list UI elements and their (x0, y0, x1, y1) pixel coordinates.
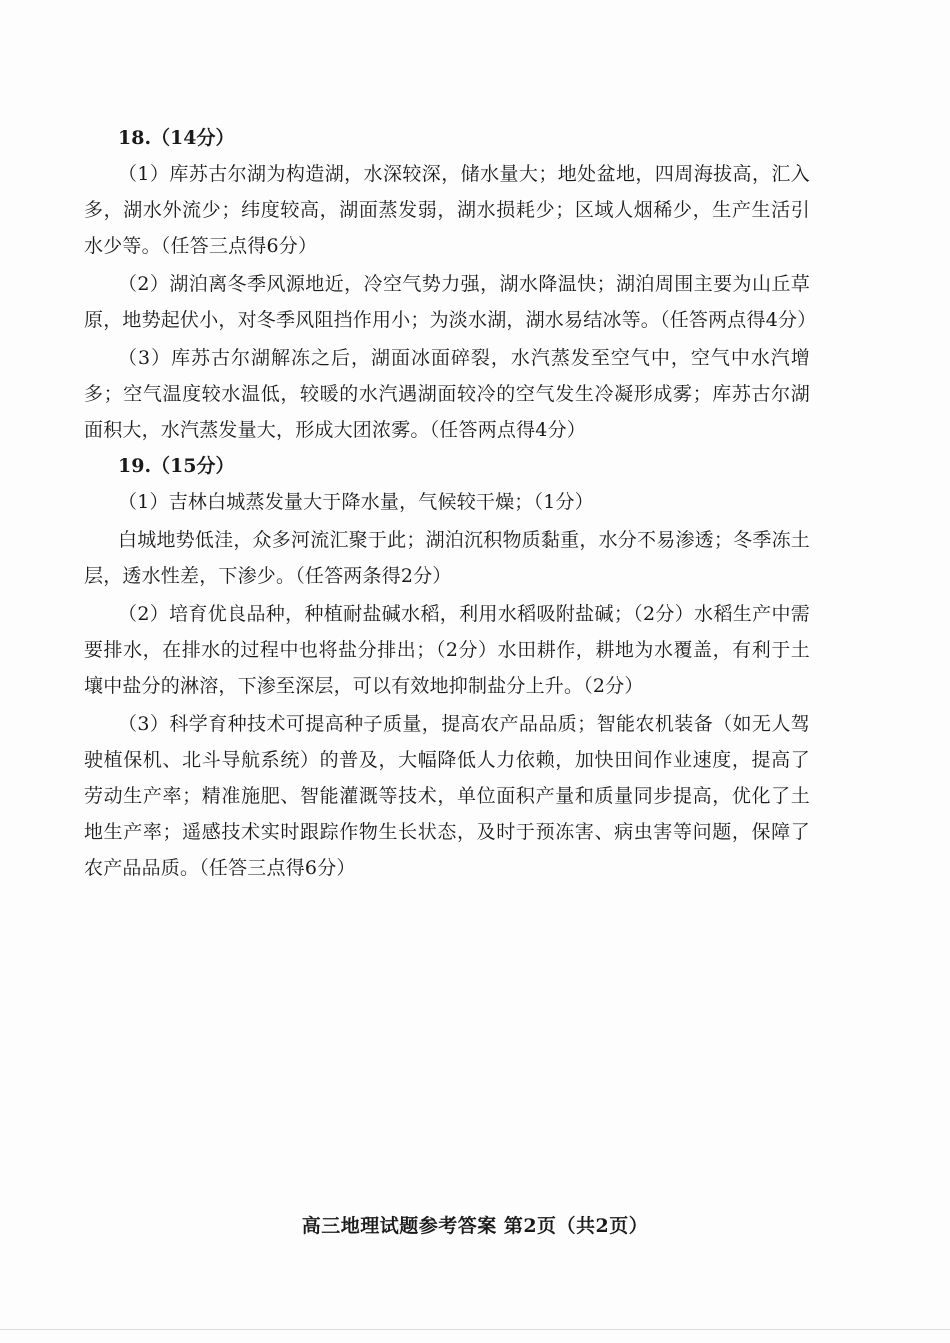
page-footer: 高三地理试题参考答案 第2页（共2页） (301, 1215, 649, 1237)
answer-content (84, 120, 817, 886)
q18-answer-3: （3）库苏古尔湖解冻之后，湖面冰面碎裂，水汽蒸发至空气中，空气中水汽增多；空气温度较水温低，较暖的水汽遇湖面较冷的空气发生冷凝形成雾；库苏古尔湖面积大，水汽蒸发量大，形成大团浓雾。（任答两点得4分） (84, 347, 810, 441)
q18-answer-1: （1）库苏古尔湖为构造湖，水深较深，储水量大；地处盆地，四周海拔高，汇入多，湖水外流少；纬度较高，湖面蒸发弱，湖水损耗少；区域人烟稀少，生产生活引水少等。（任答三点得6分） (84, 163, 810, 257)
q19-answer-3: （3）科学育种技术可提高种子质量，提高农产品品质；智能农机装备（如无人驾驶植保机、北斗导航系统）的普及，大幅降低人力依赖，加快田间作业速度，提高了劳动生产率；精准施肥、智能灌溉等技术，单位面积产量和质量同步提高，优化了土地生产率；遥感技术实时跟踪作物生长状态，及时于预冻害、病虫害等问题，保障了农产品品质。（任答三点得6分） (84, 713, 810, 879)
bottom-divider (0, 1329, 950, 1330)
q19-answer-1: （1）吉林白城蒸发量大于降水量，气候较干燥；（1分） (118, 491, 594, 513)
q19-answer-2: （2）培育优良品种，种植耐盐碱水稻，利用水稻吸附盐碱；（2分）水稻生产中需要排水，在排水的过程中也将盐分排出；（2分）水田耕作，耕地为水覆盖，有利于土壤中盐分的淋溶，下渗至深层，可以有效地抑制盐分上升。（2分） (84, 603, 810, 697)
question-18-heading: 18.（14分） (118, 127, 235, 149)
q18-answer-2: （2）湖泊离冬季风源地近，冷空气势力强，湖水降温快；湖泊周围主要为山丘草原，地势起伏小，对冬季风阻挡作用小；为淡水湖，湖水易结冰等。（任答两点得4分） (84, 273, 817, 331)
question-19-heading: 19.（15分） (118, 455, 235, 477)
q19-answer-1-continued: 白城地势低洼，众多河流汇聚于此；湖泊沉积物质黏重，水分不易渗透；冬季冻土层，透水性差，下渗少。（任答两条得2分） (84, 529, 810, 587)
